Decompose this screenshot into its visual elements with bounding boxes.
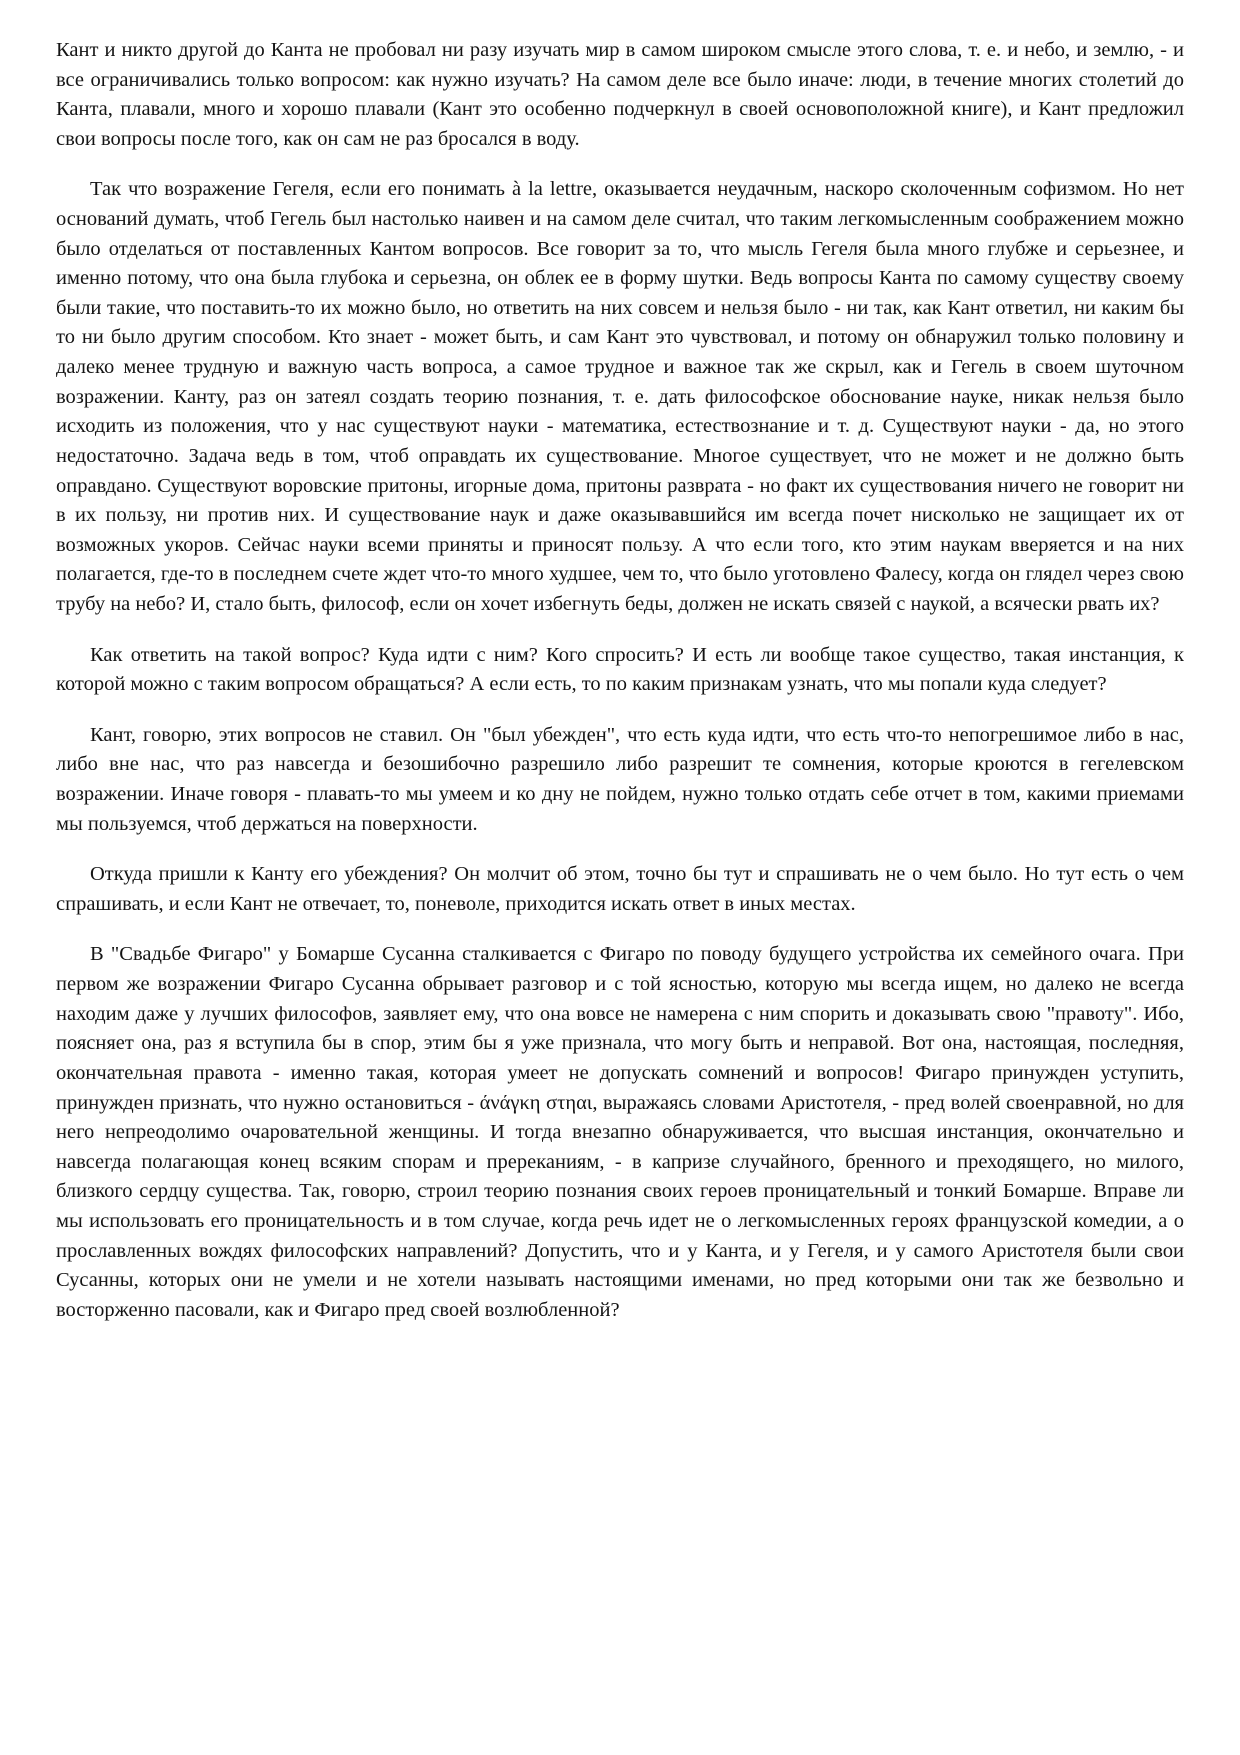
document-text-body: [56, 36, 1184, 1325]
paragraph-2: Так что возражение Гегеля, если его понимать à la lettre, оказывается неудачным, наскоро сколоченным софизмом. Но нет оснований думать, чтоб Гегель был настолько наивен и на самом деле считал, что таким легкомысленным соображением можно было отделаться от поставленных Кантом вопросов. Все говорит за то, что мысль Гегеля была много глубже и серьезнее, и именно потому, что она была глубока и серьезна, он облек ее в форму шутки. Ведь вопросы Канта по самому существу своему были такие, что поставить-то их можно было, но ответить на них совсем и нельзя было - ни так, как Кант ответил, ни каким бы то ни было другим способом. Кто знает - может быть, и сам Кант это чувствовал, и потому он обнаружил только половину и далеко менее трудную и важную часть вопроса, а самое трудное и важное так же скрыл, как и Гегель в своем шуточном возражении. Канту, раз он затеял создать теорию познания, т. е. дать философское обоснование науке, никак нельзя было исходить из положения, что у нас существуют науки - математика, естествознание и т. д. Существуют науки - да, но этого недостаточно. Задача ведь в том, чтоб оправдать их существование. Многое существует, что не может и не должно быть оправдано. Существуют воровские притоны, игорные дома, притоны разврата - но факт их существования ничего не говорит ни в их пользу, ни против них. И существование наук и даже оказывавшийся им всегда почет нисколько не защищает их от возможных укоров. Сейчас науки всеми приняты и приносят пользу. А что если того, кто этим наукам вверяется и на них полагается, где-то в последнем счете ждет что-то много худшее, чем то, что было уготовлено Фалесу, когда он глядел через свою трубу на небо? И, стало быть, философ, если он хочет избегнуть беды, должен не искать связей с наукой, а всячески рвать их?: [56, 178, 1184, 615]
paragraph-1: Кант и никто другой до Канта не пробовал ни разу изучать мир в самом широком смысле этого слова, т. е. и небо, и землю, - и все ограничивались только вопросом: как нужно изучать? На самом деле все было иначе: люди, в течение многих столетий до Канта, плавали, много и хорошо плавали (Кант это особенно подчеркнул в своей основоположной книге), и Кант предложил свои вопросы после того, как он сам не раз бросался в воду.: [56, 39, 1184, 150]
paragraph-4: Кант, говорю, этих вопросов не ставил. Он "был убежден", что есть куда идти, что есть что-то непогрешимое либо в нас, либо вне нас, что раз навсегда и безошибочно разрешило либо разрешит те сомнения, которые кроются в гегелевском возражении. Иначе говоря - плавать-то мы умеем и ко дну не пойдем, нужно только отдать себе отчет в том, какими приемами мы пользуемся, чтоб держаться на поверхности.: [56, 723, 1184, 835]
paragraph-3: Как ответить на такой вопрос? Куда идти с ним? Кого спросить? И есть ли вообще такое существо, такая инстанция, к которой можно с таким вопросом обращаться? А если есть, то по каким признакам узнать, что мы попали куда следует?: [56, 643, 1184, 696]
paragraph-5: Откуда пришли к Канту его убеждения? Он молчит об этом, точно бы тут и спрашивать не о чем было. Но тут есть о чем спрашивать, и если Кант не отвечает, то, поневоле, приходится искать ответ в иных местах.: [56, 863, 1184, 915]
paragraph-6: В "Свадьбе Фигаро" у Бомарше Сусанна сталкивается с Фигаро по поводу будущего устройства их семейного очага. При первом же возражении Фигаро Сусанна обрывает разговор и с той ясностью, которую мы всегда ищем, но далеко не всегда находим даже у лучших философов, заявляет ему, что она вовсе не намерена с ним спорить и доказывать свою "правоту". Ибо, поясняет она, раз я вступила бы в спор, этим бы я уже признала, что могу быть и неправой. Вот она, настоящая, последняя, окончательная правота - именно такая, которая умеет не допускать сомнений и вопросов! Фигаро принужден уступить, принужден признать, что нужно остановиться - άνάγκη στηαι, выражаясь словами Аристотеля, - пред волей своенравной, но для него непреодолимо очаровательной женщины. И тогда внезапно обнаруживается, что высшая инстанция, окончательно и навсегда полагающая конец всяким спорам и пререканиям, - в капризе случайного, бренного и преходящего, но милого, близкого сердцу существа. Так, говорю, строил теорию познания своих героев проницательный и тонкий Бомарше. Вправе ли мы использовать его проницательность и в том случае, когда речь идет не о легкомысленных героях французской комедии, а о прославленных вождях философских направлений? Допустить, что и у Канта, и у Гегеля, и у самого Аристотеля были свои Сусанны, которых они не умели и не хотели называть настоящими именами, но пред которыми они так же безвольно и восторженно пасовали, как и Фигаро пред своей возлюбленной?: [56, 943, 1184, 1321]
